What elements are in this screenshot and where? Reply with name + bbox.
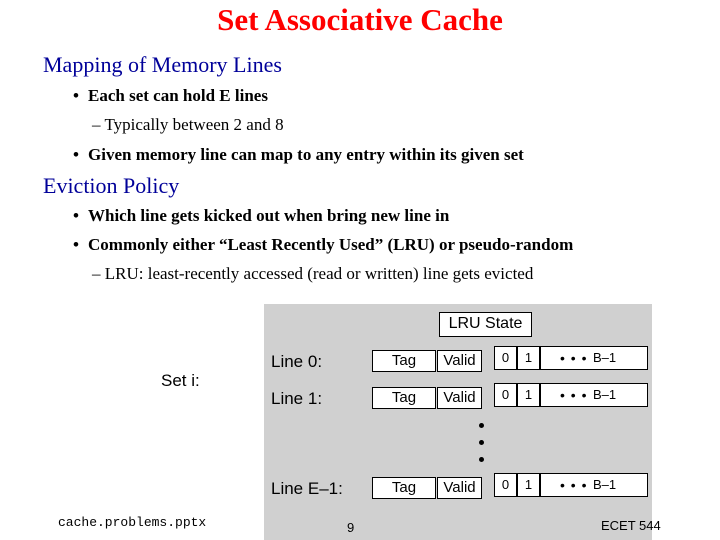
block-byte-1: 1 — [517, 383, 540, 407]
block-byte-0: 0 — [494, 346, 517, 370]
block-byte-1: 1 — [517, 473, 540, 497]
ellipsis: • • • — [560, 387, 588, 403]
vertical-ellipsis-dot — [479, 457, 484, 462]
bullet-lru-or-random: Commonly either “Least Recently Used” (LRU) or pseudo-random — [88, 235, 574, 254]
bullet-marker: • — [73, 86, 79, 105]
heading-eviction: Eviction Policy — [43, 173, 180, 198]
block-byte-last: B–1 — [593, 477, 617, 492]
page-number: 9 — [347, 520, 355, 535]
block-byte-last: B–1 — [593, 350, 617, 365]
bullet-marker: • — [73, 145, 79, 164]
block-bytes-rest — [540, 346, 648, 370]
sub-bullet-typically: – Typically between 2 and 8 — [92, 115, 284, 134]
vertical-ellipsis-dot — [479, 423, 484, 428]
bullet-marker: • — [73, 206, 79, 225]
block-byte-last: B–1 — [593, 387, 617, 402]
bullet-map-any-entry: Given memory line can map to any entry within its given set — [88, 145, 524, 164]
tag-cell: Tag — [372, 477, 436, 499]
sub-bullet-lru-definition: – LRU: least-recently accessed (read or written) line gets evicted — [92, 264, 534, 283]
valid-cell: Valid — [437, 387, 482, 409]
valid-cell: Valid — [437, 350, 482, 372]
heading-mapping: Mapping of Memory Lines — [43, 52, 282, 77]
line-label: Line E–1: — [271, 479, 343, 498]
lru-state-box: LRU State — [439, 312, 532, 337]
line-label: Line 0: — [271, 352, 323, 371]
set-label: Set i: — [161, 371, 200, 390]
line-label: Line 1: — [271, 389, 323, 408]
block-byte-0: 0 — [494, 383, 517, 407]
block-byte-0: 0 — [494, 473, 517, 497]
ellipsis: • • • — [560, 350, 588, 366]
bullet-marker: • — [73, 235, 79, 254]
block-byte-1: 1 — [517, 346, 540, 370]
valid-cell: Valid — [437, 477, 482, 499]
block-bytes-rest — [540, 473, 648, 497]
block-bytes-rest — [540, 383, 648, 407]
tag-cell: Tag — [372, 387, 436, 409]
bullet-kicked-out: Which line gets kicked out when bring new line in — [88, 206, 450, 225]
footer-course: ECET 544 — [601, 518, 661, 533]
footer-filename: cache.problems.pptx — [58, 515, 207, 530]
slide-title: Set Associative Cache — [217, 2, 503, 37]
bullet-set-holds-lines: Each set can hold E lines — [88, 86, 268, 105]
set-panel — [264, 304, 652, 540]
tag-cell: Tag — [372, 350, 436, 372]
vertical-ellipsis-dot — [479, 440, 484, 445]
ellipsis: • • • — [560, 477, 588, 493]
